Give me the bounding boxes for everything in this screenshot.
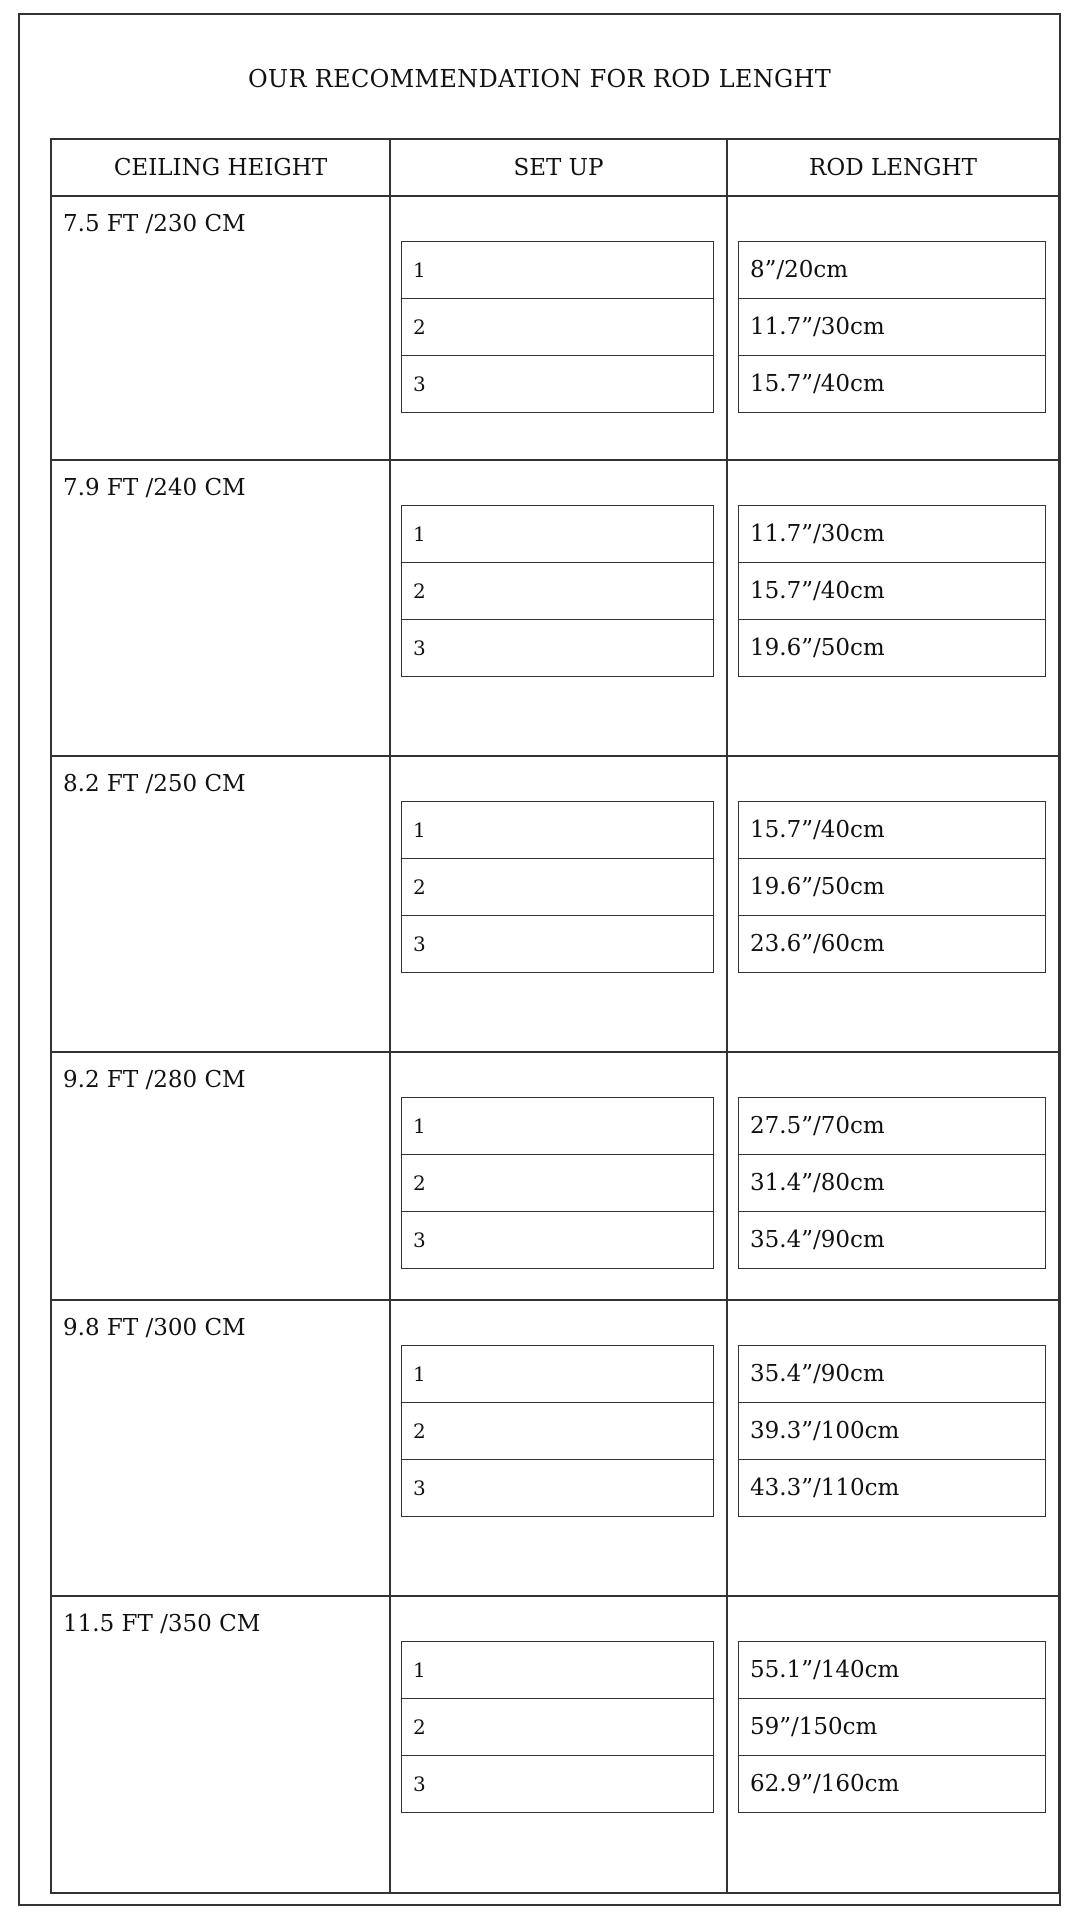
setup-subtable [401, 1097, 714, 1269]
ceiling-height-value: 11.5 FT /350 CM [63, 1611, 261, 1637]
rod-length-value: 59”/150cm [739, 1699, 1045, 1756]
page-frame [18, 13, 1061, 1906]
rod-length-cell [726, 197, 1058, 459]
setup-subtable [401, 801, 714, 973]
ceiling-height-cell [52, 757, 389, 1051]
rod-length-value: 39.3”/100cm [739, 1403, 1045, 1460]
table-row [52, 461, 1058, 757]
setup-option: 1 [402, 242, 713, 299]
ceiling-height-cell [52, 197, 389, 459]
setup-cell [389, 1597, 726, 1892]
setup-option: 1 [402, 1346, 713, 1403]
rod-length-value: 35.4”/90cm [750, 1227, 885, 1253]
table-row [52, 1301, 1058, 1597]
setup-option: 2 [402, 299, 713, 356]
header-rod-length: ROD LENGHT [726, 140, 1058, 195]
setup-option: 3 [413, 1476, 426, 1500]
ceiling-height-cell [52, 1053, 389, 1299]
rod-length-value: 11.7”/30cm [739, 299, 1045, 356]
rod-length-cell [726, 1597, 1058, 1892]
setup-option: 2 [402, 859, 713, 916]
rod-length-value: 8”/20cm [739, 242, 1045, 299]
rod-length-cell [726, 1301, 1058, 1595]
setup-option: 2 [402, 1699, 713, 1756]
ceiling-height-cell [52, 1597, 389, 1892]
ceiling-height-value: 7.5 FT /230 CM [63, 211, 246, 237]
table-row [52, 1597, 1058, 1892]
rod-length-value: 55.1”/140cm [739, 1642, 1045, 1699]
ceiling-height-value: 8.2 FT /250 CM [63, 771, 246, 797]
ceiling-height-value: 9.2 FT /280 CM [63, 1067, 246, 1093]
ceiling-height-cell [52, 461, 389, 755]
setup-cell [389, 461, 726, 755]
setup-subtable [401, 1345, 714, 1517]
rod-length-value: 15.7”/40cm [739, 802, 1045, 859]
ceiling-height-value: 7.9 FT /240 CM [63, 475, 246, 501]
setup-subtable [401, 1641, 714, 1813]
table-row [52, 757, 1058, 1053]
rod-length-value: 19.6”/50cm [750, 635, 885, 661]
setup-option: 3 [413, 1228, 426, 1252]
rod-length-subtable [738, 1345, 1046, 1517]
rod-length-subtable [738, 1097, 1046, 1269]
rod-length-subtable [738, 505, 1046, 677]
rod-length-subtable [738, 801, 1046, 973]
rod-length-cell [726, 461, 1058, 755]
rod-length-value: 19.6”/50cm [739, 859, 1045, 916]
rod-length-cell [726, 757, 1058, 1051]
setup-option: 2 [402, 1155, 713, 1212]
rod-length-value: 35.4”/90cm [739, 1346, 1045, 1403]
setup-option: 3 [413, 1772, 426, 1796]
setup-option: 1 [402, 802, 713, 859]
rod-length-cell [726, 1053, 1058, 1299]
table-row [52, 1053, 1058, 1301]
ceiling-height-cell [52, 1301, 389, 1595]
setup-subtable [401, 505, 714, 677]
setup-option: 3 [413, 932, 426, 956]
setup-cell [389, 197, 726, 459]
setup-option: 3 [413, 372, 426, 396]
recommendation-table [50, 138, 1060, 1894]
setup-option: 2 [402, 563, 713, 620]
table-row [52, 197, 1058, 461]
rod-length-value: 27.5”/70cm [739, 1098, 1045, 1155]
setup-cell [389, 757, 726, 1051]
rod-length-value: 15.7”/40cm [739, 563, 1045, 620]
setup-option: 3 [413, 636, 426, 660]
rod-length-value: 62.9”/160cm [750, 1771, 900, 1797]
header-set-up: SET UP [389, 140, 726, 195]
table-header-row [52, 140, 1058, 197]
rod-length-value: 15.7”/40cm [750, 371, 885, 397]
setup-option: 2 [402, 1403, 713, 1460]
rod-length-value: 43.3”/110cm [750, 1475, 900, 1501]
rod-length-subtable [738, 1641, 1046, 1813]
rod-length-subtable [738, 241, 1046, 413]
setup-cell [389, 1053, 726, 1299]
ceiling-height-value: 9.8 FT /300 CM [63, 1315, 246, 1341]
setup-cell [389, 1301, 726, 1595]
page-title: OUR RECOMMENDATION FOR ROD LENGHT [247, 65, 832, 93]
setup-subtable [401, 241, 714, 413]
rod-length-value: 31.4”/80cm [739, 1155, 1045, 1212]
header-ceiling-height: CEILING HEIGHT [113, 154, 328, 181]
setup-option: 1 [402, 1642, 713, 1699]
setup-option: 1 [402, 506, 713, 563]
setup-option: 1 [402, 1098, 713, 1155]
rod-length-value: 23.6”/60cm [750, 931, 885, 957]
rod-length-value: 11.7”/30cm [739, 506, 1045, 563]
